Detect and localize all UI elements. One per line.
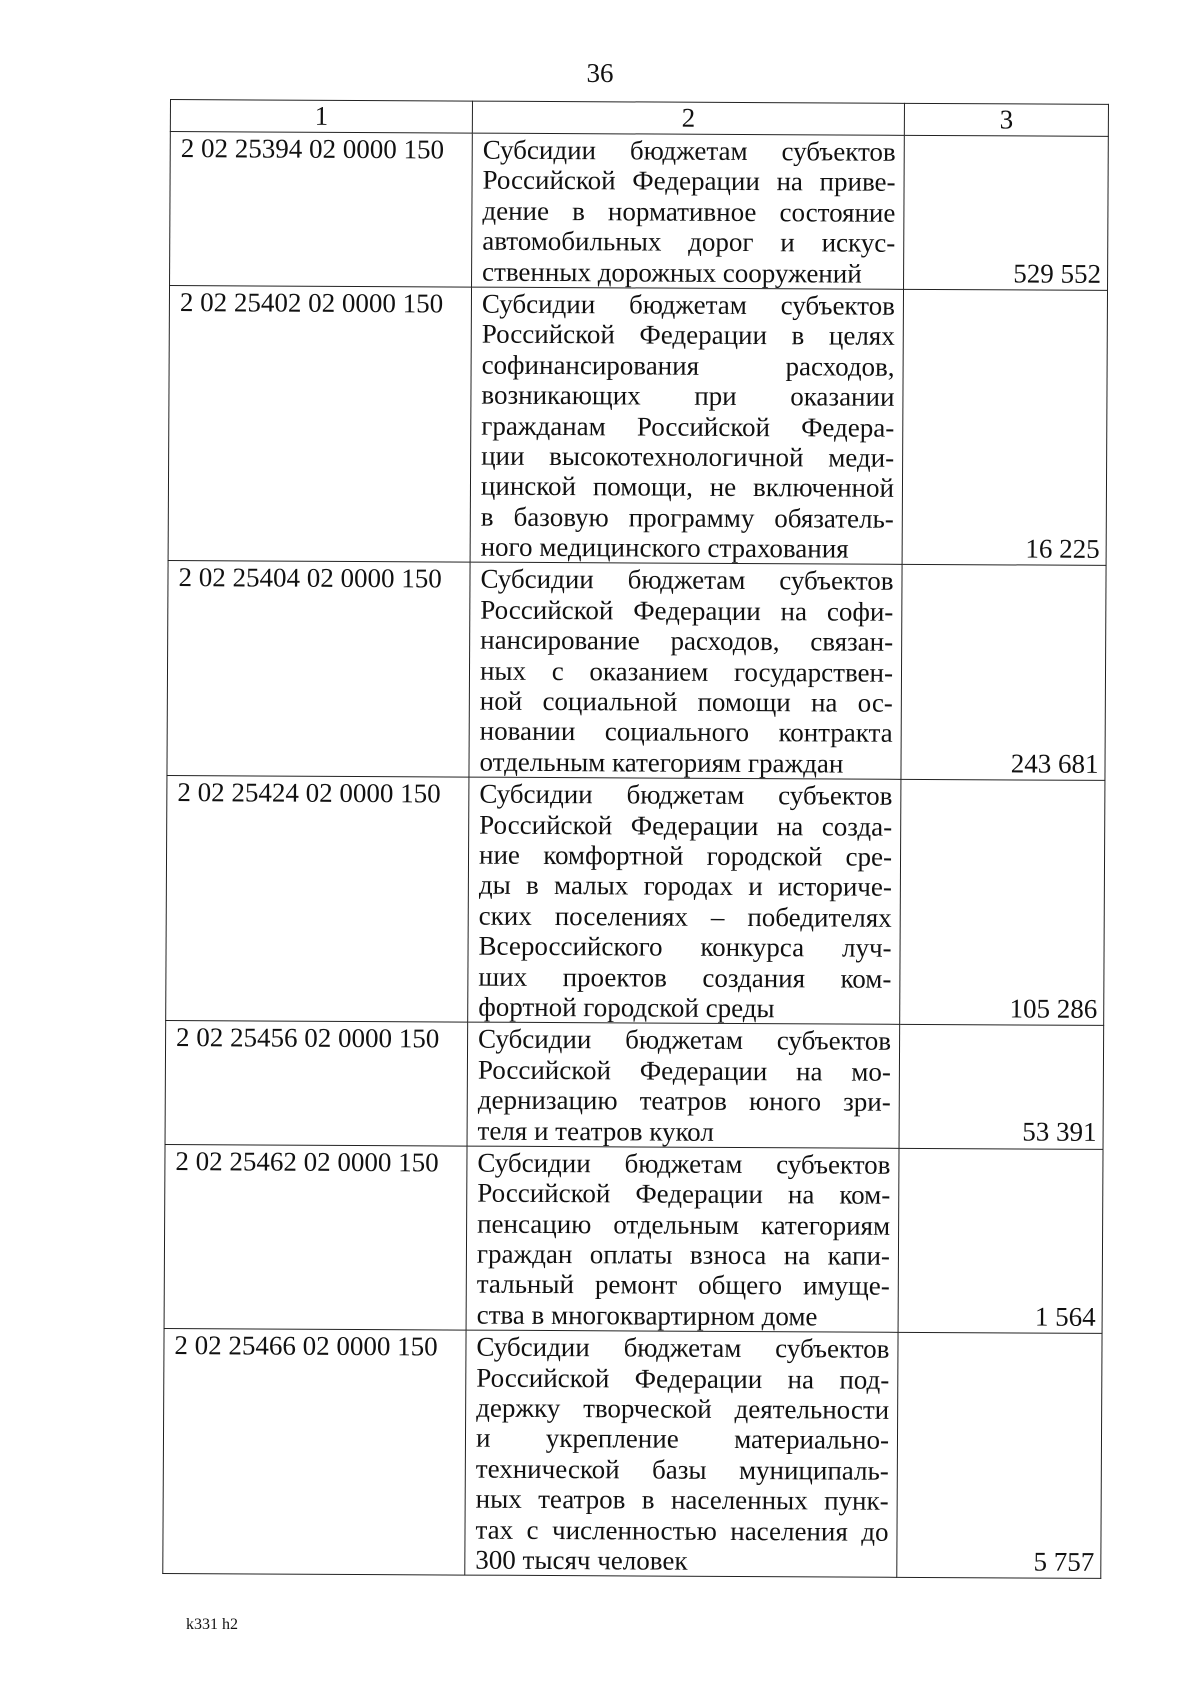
revenue-code-cell: 2 02 25402 02 0000 150 xyxy=(168,285,471,562)
revenue-code-cell: 2 02 25394 02 0000 150 xyxy=(170,132,473,288)
description-line: дернизацию театров юного зри- xyxy=(477,1084,891,1117)
description-line: ских поселениях – победителях xyxy=(478,900,892,933)
description-line: нансирование расходов, связан- xyxy=(480,624,894,658)
description-line: Субсидии бюджетам субъектов xyxy=(482,134,896,167)
description-cell xyxy=(468,777,901,1024)
description-line: дение в нормативное состояние xyxy=(482,195,896,228)
description-line: Субсидии бюджетам субъектов xyxy=(477,1147,891,1180)
header-column-3: 3 xyxy=(904,103,1108,136)
description-line: Российской Федерации на софи- xyxy=(480,594,894,627)
description-line: Субсидии бюджетам субъектов xyxy=(479,778,893,811)
description-line: ной социальной помощи на ос- xyxy=(479,685,893,718)
description-line: Российской Федерации на приве- xyxy=(482,165,896,198)
amount-cell: 243 681 xyxy=(901,565,1106,781)
description-line: Российской Федерации на под- xyxy=(476,1362,890,1395)
revenue-code-cell: 2 02 25462 02 0000 150 xyxy=(164,1144,467,1330)
revenue-code-cell: 2 02 25456 02 0000 150 xyxy=(165,1021,468,1146)
description-line: в базовую программу обязатель- xyxy=(480,501,894,534)
description-line: держку творческой деятельности xyxy=(476,1392,890,1425)
description-line: ных театров в населенных пунк- xyxy=(475,1483,889,1516)
description-line: Субсидии бюджетам субъектов xyxy=(476,1331,890,1365)
table-row xyxy=(170,132,1109,291)
description-line: пенсацию отдельным категориям xyxy=(477,1208,891,1241)
description-line: ного медицинского страхования xyxy=(480,531,849,564)
description-line: теля и театров кукол xyxy=(477,1115,714,1147)
table-row xyxy=(167,561,1106,781)
amount-cell: 5 757 xyxy=(897,1333,1102,1579)
description-line: возникающих при оказании xyxy=(481,379,895,412)
table-row xyxy=(164,1144,1103,1333)
amount-cell: 105 286 xyxy=(900,780,1105,1026)
revenue-code-cell: 2 02 25466 02 0000 150 xyxy=(163,1329,466,1576)
revenue-code-cell: 2 02 25424 02 0000 150 xyxy=(166,776,469,1023)
description-line: ственных дорожных сооружений xyxy=(482,256,862,289)
description-line: Всероссийского конкурса луч- xyxy=(478,930,892,963)
description-line: Российской Федерации на созда- xyxy=(479,809,893,842)
table-row xyxy=(166,776,1105,1026)
description-line: автомобильных дорог и искус- xyxy=(482,225,896,258)
amount-cell: 53 391 xyxy=(899,1025,1104,1150)
description-line: ства в многоквартирном доме xyxy=(476,1299,818,1332)
description-line: Российской Федерации в целях xyxy=(481,318,895,352)
budget-table xyxy=(162,99,1109,1579)
description-cell xyxy=(472,133,905,289)
footer-doc-code: k331 h2 xyxy=(186,1616,238,1633)
description-line: граждан оплаты взноса на капи- xyxy=(476,1238,891,1271)
description-cell xyxy=(467,1022,900,1148)
description-line: ных с оказанием государствен- xyxy=(479,655,894,688)
page-number: 36 xyxy=(586,58,614,88)
description-line: ции высокотехнологичной меди- xyxy=(481,440,895,473)
description-line: тах с численностью населения до xyxy=(475,1514,889,1547)
description-line: новании социального контракта xyxy=(479,716,893,749)
description-line: ние комфортной городской сре- xyxy=(478,839,893,872)
description-line: Субсидии бюджетам субъектов xyxy=(478,1023,892,1057)
header-column-2: 2 xyxy=(472,101,904,135)
table-row xyxy=(168,285,1107,565)
description-line: отдельным категориям граждан xyxy=(479,746,844,779)
description-line: ших проектов создания ком- xyxy=(478,961,892,994)
description-line: Субсидии бюджетам субъектов xyxy=(481,288,896,321)
table-row xyxy=(165,1021,1104,1149)
description-cell xyxy=(465,1330,898,1577)
revenue-code-cell: 2 02 25404 02 0000 150 xyxy=(167,561,470,777)
description-line: Российской Федерации на ком- xyxy=(477,1177,891,1211)
amount-cell: 1 564 xyxy=(898,1148,1103,1333)
description-line: тальный ремонт общего имуще- xyxy=(476,1269,890,1302)
description-line: Российской Федерации на мо- xyxy=(477,1054,891,1087)
amount-cell: 16 225 xyxy=(902,289,1107,566)
description-line: Субсидии бюджетам субъектов xyxy=(480,564,894,597)
description-line: софинансирования расходов, xyxy=(481,349,895,382)
description-line: цинской помощи, не включенной xyxy=(480,470,895,504)
description-cell xyxy=(469,563,902,780)
description-line: 300 тысяч человек xyxy=(475,1544,688,1576)
description-cell xyxy=(470,287,903,565)
description-line: ды в малых городах и историче- xyxy=(478,870,892,903)
amount-cell: 529 552 xyxy=(904,135,1109,290)
description-line: фортной городской среды xyxy=(478,991,775,1024)
description-line: и укрепление материально- xyxy=(475,1423,890,1456)
description-line: гражданам Российской Федера- xyxy=(481,410,895,443)
header-column-1: 1 xyxy=(170,100,472,134)
table-header-row xyxy=(170,100,1108,137)
table-row xyxy=(163,1329,1102,1579)
description-cell xyxy=(466,1146,899,1333)
description-line: технической базы муниципаль- xyxy=(475,1453,889,1486)
